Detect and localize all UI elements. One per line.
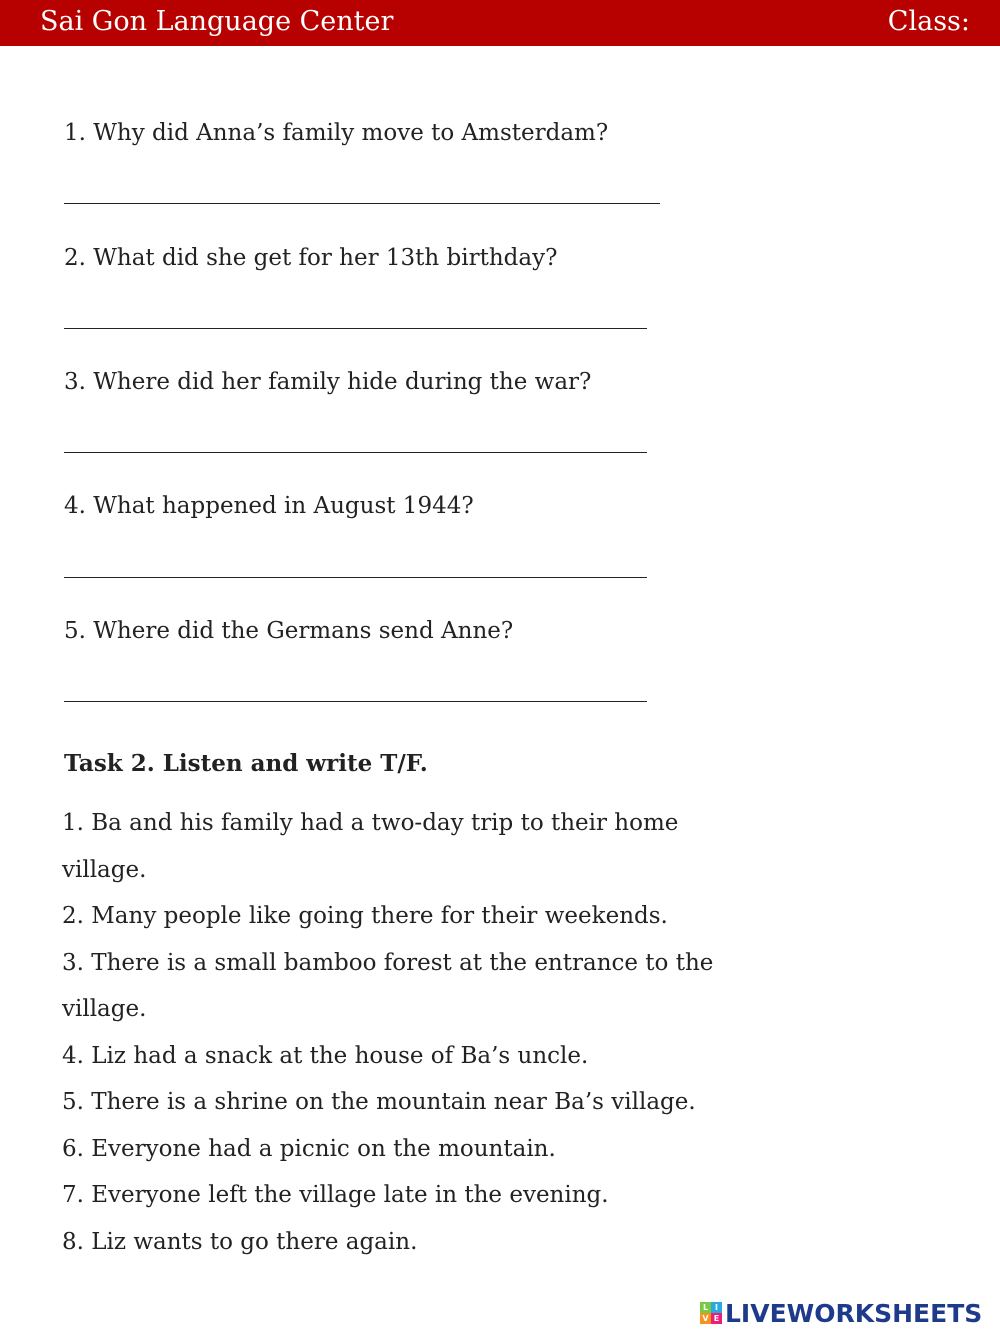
statement-line: 1. Ba and his family had a two-day trip to their home bbox=[62, 810, 679, 836]
header-bar bbox=[0, 0, 1000, 46]
question-2: 2. What did she get for her 13th birthday? bbox=[64, 245, 558, 271]
answer-line-4[interactable] bbox=[64, 577, 647, 578]
answer-line-3[interactable] bbox=[64, 452, 647, 453]
statement-line: 7. Everyone left the village late in the evening. bbox=[62, 1182, 609, 1208]
task2-title: Task 2. Listen and write T/F. bbox=[64, 750, 428, 777]
liveworksheets-logo bbox=[700, 1298, 982, 1328]
logo-text: LIVEWORKSHEETS bbox=[725, 1298, 983, 1328]
liveworksheets-logo-icon: L I V E bbox=[700, 1302, 722, 1324]
statement-line: 6. Everyone had a picnic on the mountain. bbox=[62, 1136, 556, 1162]
answer-line-2[interactable] bbox=[64, 328, 647, 329]
statement-line: village. bbox=[62, 857, 147, 883]
answer-line-1[interactable] bbox=[64, 203, 660, 204]
statement-line: 3. There is a small bamboo forest at the entrance to the bbox=[62, 950, 714, 976]
statement-line: 5. There is a shrine on the mountain near Ba’s village. bbox=[62, 1089, 696, 1115]
question-5: 5. Where did the Germans send Anne? bbox=[64, 618, 514, 644]
question-4: 4. What happened in August 1944? bbox=[64, 493, 474, 519]
answer-line-5[interactable] bbox=[64, 701, 647, 702]
class-label: Class: bbox=[887, 6, 970, 37]
statement-line: 4. Liz had a snack at the house of Ba’s uncle. bbox=[62, 1043, 589, 1069]
statement-line: 2. Many people like going there for their weekends. bbox=[62, 903, 668, 929]
school-name: Sai Gon Language Center bbox=[40, 6, 394, 37]
statement-line: 8. Liz wants to go there again. bbox=[62, 1229, 418, 1255]
question-1: 1. Why did Anna’s family move to Amsterdam? bbox=[64, 120, 609, 146]
statement-line: village. bbox=[62, 996, 147, 1022]
question-3: 3. Where did her family hide during the war? bbox=[64, 369, 592, 395]
